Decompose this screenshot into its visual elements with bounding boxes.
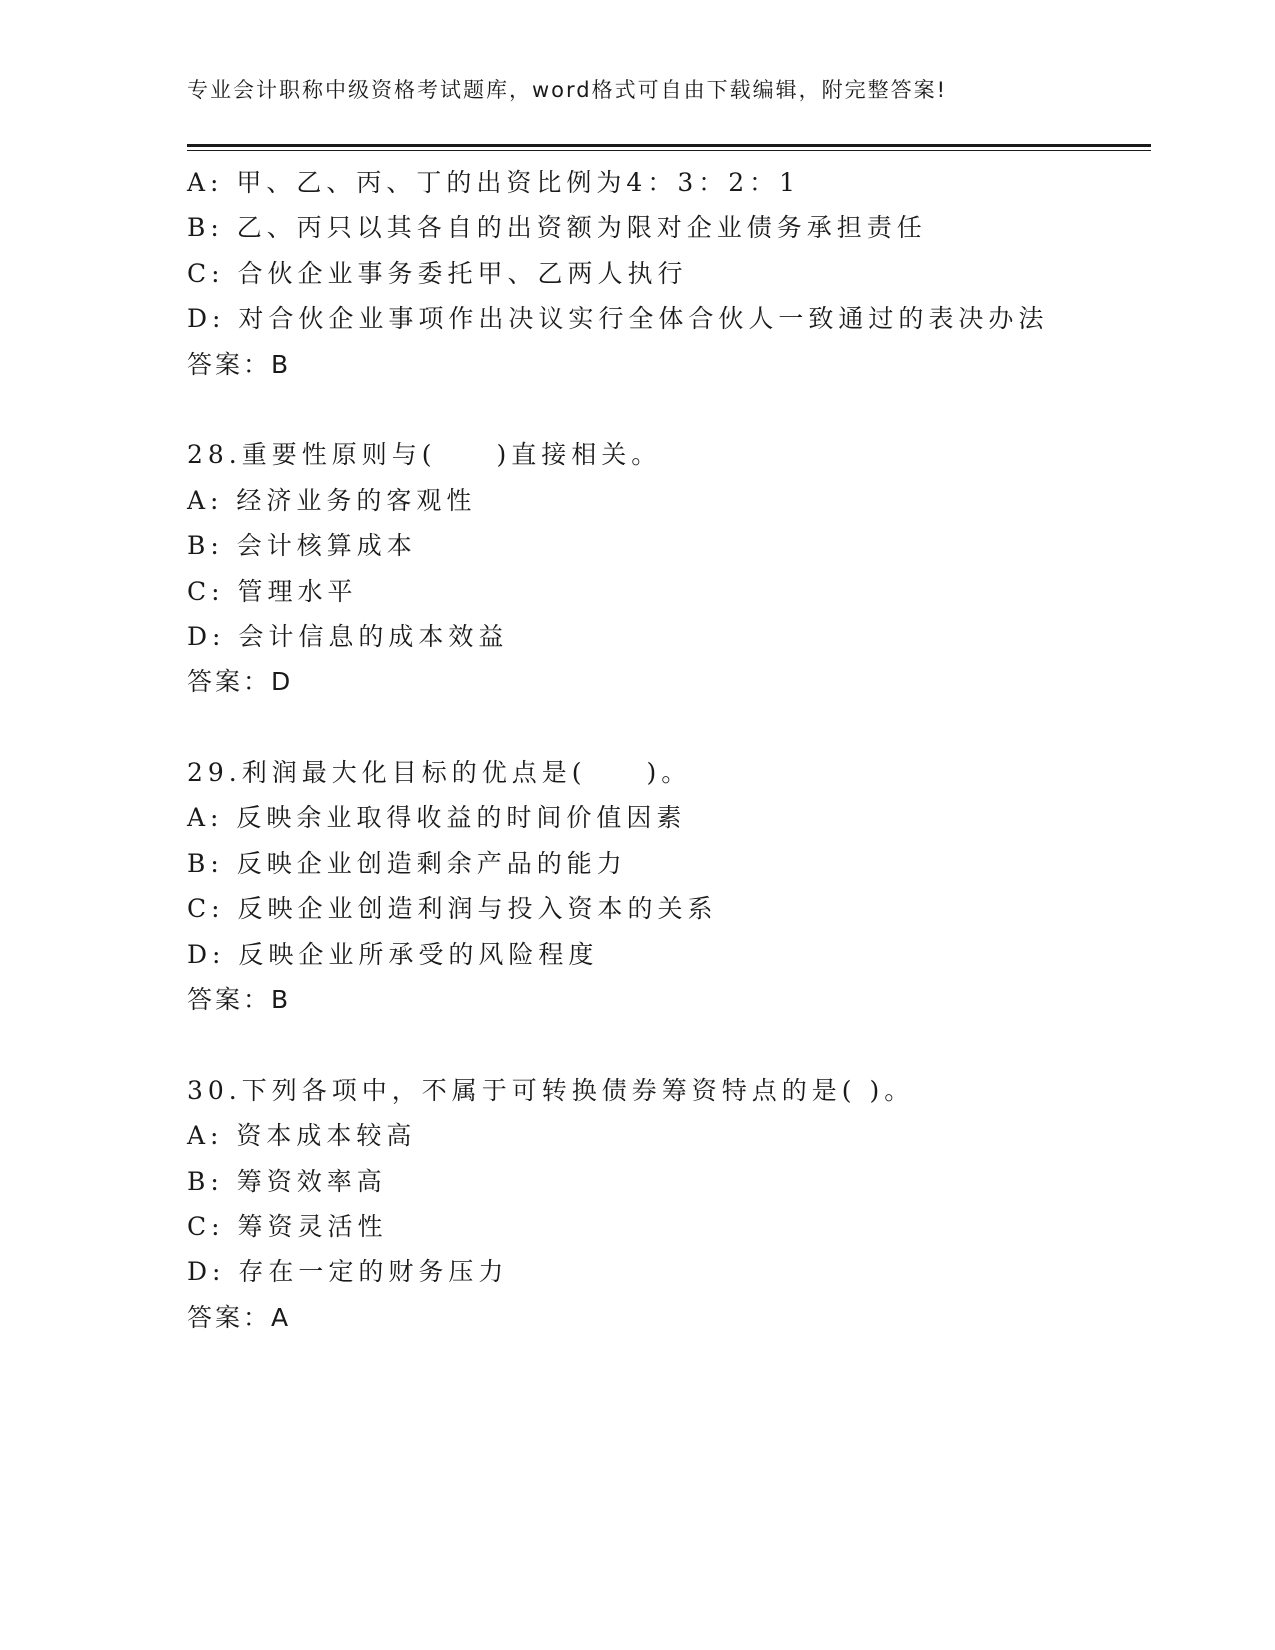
question-stem: 28.重要性原则与( )直接相关。 [187, 440, 662, 470]
option-b: B: 筹资效率高 [187, 1166, 387, 1196]
option-d: D: 对合伙企业事项作出决议实行全体合伙人一致通过的表决办法 [187, 304, 1049, 334]
page-header: 专业会计职称中级资格考试题库，word格式可自由下载编辑，附完整答案! [187, 78, 948, 102]
question-content [187, 160, 1151, 1340]
question-stem: 30.下列各项中，不属于可转换债券筹资特点的是( )。 [187, 1075, 915, 1105]
header-rule-thin [187, 150, 1151, 151]
option-a: A: 反映余业取得收益的时间价值因素 [187, 803, 687, 833]
option-a: A: 资本成本较高 [187, 1121, 417, 1151]
header-rule-thick [187, 144, 1151, 147]
answer-line: 答案：D [187, 667, 294, 697]
spacer [187, 705, 1151, 750]
spacer [187, 1022, 1151, 1067]
option-b: B: 乙、丙只以其各自的出资额为限对企业债务承担责任 [187, 213, 927, 243]
answer-line: 答案：B [187, 349, 292, 379]
option-c: C: 反映企业创造利润与投入资本的关系 [187, 894, 718, 924]
continued-question [187, 160, 1151, 387]
option-a: A: 经济业务的客观性 [187, 485, 477, 515]
question-28 [187, 432, 1151, 704]
option-b: B: 会计核算成本 [187, 531, 417, 561]
option-c: C: 筹资灵活性 [187, 1211, 388, 1241]
option-d: D: 存在一定的财务压力 [187, 1257, 509, 1287]
option-b: B: 反映企业创造剩余产品的能力 [187, 848, 627, 878]
spacer [187, 387, 1151, 432]
answer-line: 答案：B [187, 985, 292, 1015]
option-d: D: 反映企业所承受的风险程度 [187, 939, 599, 969]
question-stem: 29.利润最大化目标的优点是( )。 [187, 758, 692, 788]
option-c: C: 管理水平 [187, 576, 358, 606]
option-a: A: 甲、乙、丙、丁的出资比例为4：3：2：1 [187, 168, 801, 197]
question-29 [187, 750, 1151, 1022]
option-c: C: 合伙企业事务委托甲、乙两人执行 [187, 258, 688, 288]
answer-line: 答案：A [187, 1302, 292, 1332]
option-d: D: 会计信息的成本效益 [187, 621, 509, 651]
question-30 [187, 1068, 1151, 1340]
